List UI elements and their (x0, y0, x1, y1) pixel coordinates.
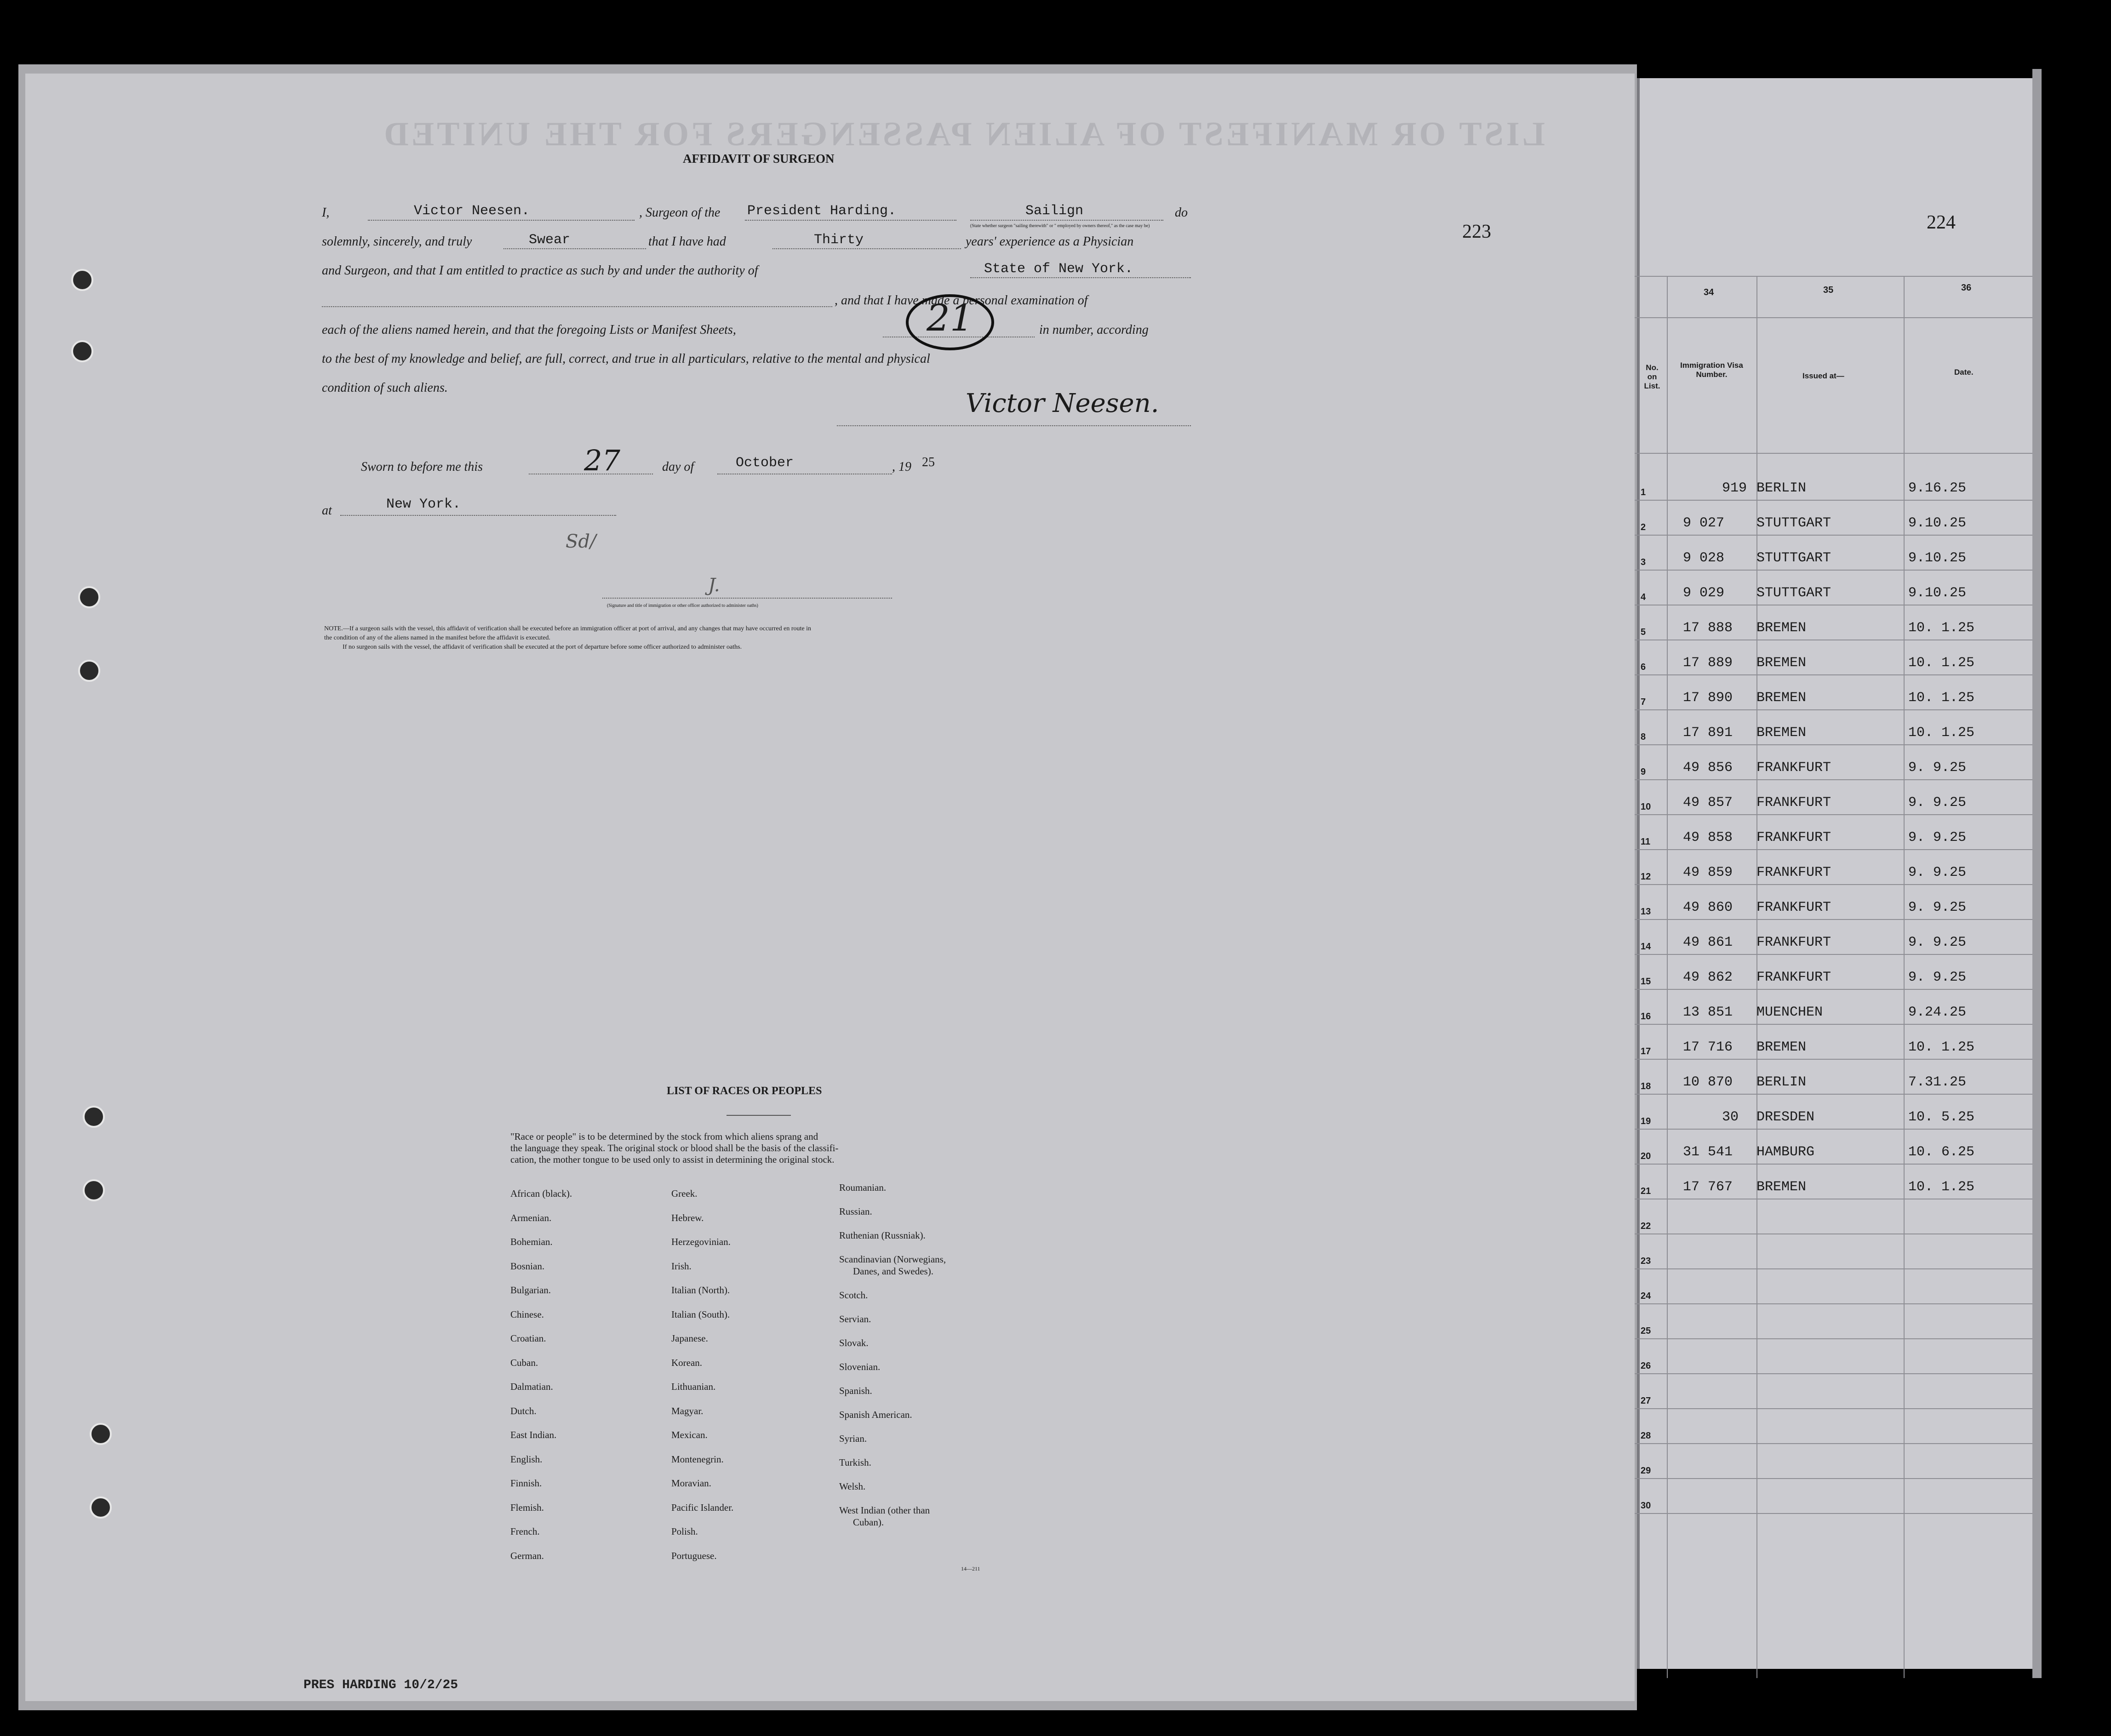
years-line (772, 248, 961, 249)
row-number: 10 (1641, 802, 1651, 812)
visa-number: 17 888 (1683, 620, 1733, 636)
row-number: 13 (1641, 907, 1651, 917)
page-edge (2032, 69, 2042, 1678)
issue-date: 10. 1.25 (1908, 655, 1975, 671)
binder-hole-icon (83, 1179, 105, 1201)
oath-line (503, 248, 646, 249)
aliens-label: each of the aliens named herein, and that the foregoing Lists or Manifest Sheets, (322, 323, 736, 337)
issued-at-city: BREMEN (1756, 1179, 1807, 1195)
issue-date: 10. 5.25 (1908, 1109, 1975, 1125)
issued-at-city: FRANKFURT (1756, 970, 1831, 985)
row-number: 16 (1641, 1011, 1651, 1022)
race-item: African (black). (510, 1188, 572, 1199)
race-item: Cuban). (853, 1517, 884, 1528)
table-row-rule (1635, 1233, 2032, 1234)
table-row-rule (1635, 954, 2032, 955)
examination-label: , and that I have made a personal examination of (835, 293, 1088, 308)
status-note: (State whether surgeon "sailing therewith" or " employed by owners thereof," as the case may be) (970, 223, 1150, 228)
race-item: Ruthenian (Russniak). (839, 1230, 926, 1241)
issue-date: 9.10.25 (1908, 515, 1967, 531)
table-column-rule (1904, 276, 1905, 1678)
row-number: 19 (1641, 1116, 1651, 1126)
race-item: Roumanian. (839, 1182, 887, 1193)
knowledge-label: to the best of my knowledge and belief, are full, correct, and true in all particulars, relative to the mental and physical (322, 352, 930, 366)
races-column-1 (510, 1182, 572, 1568)
issued-at-city: BREMEN (1756, 690, 1807, 706)
race-item: Servian. (839, 1313, 871, 1325)
sworn-month: October (736, 455, 794, 471)
left-manifest-page (25, 74, 1635, 1701)
visa-number: 31 541 (1683, 1144, 1733, 1160)
table-rule (1635, 317, 2032, 318)
row-number: 23 (1641, 1256, 1651, 1266)
races-column-2 (671, 1182, 733, 1568)
visa-number: 17 891 (1683, 725, 1733, 741)
row-number: 30 (1641, 1501, 1651, 1511)
table-row-rule (1635, 1024, 2032, 1025)
row-number: 11 (1641, 837, 1651, 847)
table-row-rule (1635, 709, 2032, 710)
race-item: Slovenian. (839, 1361, 881, 1372)
in-number-label: in number, according (1039, 323, 1149, 337)
officer-initials: J. (708, 575, 720, 596)
visa-number: 17 716 (1683, 1039, 1733, 1055)
officer-signature-line (602, 598, 892, 599)
officer-caption: (Signature and title of immigration or other officer authorized to administer oaths) (607, 603, 758, 608)
header-date: Date. (1954, 368, 1974, 377)
binder-hole-icon (83, 1106, 105, 1128)
row-number: 28 (1641, 1431, 1651, 1441)
table-row-rule (1635, 1303, 2032, 1304)
races-column-3 (839, 1182, 946, 1528)
issue-date: 10. 1.25 (1908, 690, 1975, 706)
table-row-rule (1635, 500, 2032, 501)
race-item: French. (510, 1526, 540, 1537)
authority-label: and Surgeon, and that I am entitled to practice as such by and under the authority of (322, 263, 758, 278)
visa-number: 10 870 (1683, 1074, 1733, 1090)
race-item: Spanish American. (839, 1409, 912, 1420)
race-item: Moravian. (671, 1478, 711, 1489)
row-number: 7 (1641, 697, 1646, 707)
solemnly-label: solemnly, sincerely, and truly (322, 234, 472, 249)
table-row-rule (1635, 1373, 2032, 1374)
race-item: Spanish. (839, 1385, 872, 1396)
race-item: Pacific Islander. (671, 1502, 734, 1513)
issued-at-city: STUTTGART (1756, 550, 1831, 566)
at-label: at (322, 503, 332, 518)
issued-at-city: FRANKFURT (1756, 760, 1831, 776)
visa-number: 9 027 (1683, 515, 1725, 531)
race-item: Bulgarian. (510, 1285, 551, 1296)
affidavit-title: AFFIDAVIT OF SURGEON (683, 152, 835, 166)
blank-line (322, 306, 832, 307)
race-item: Magyar. (671, 1405, 704, 1416)
issued-at-city: FRANKFURT (1756, 865, 1831, 880)
visa-number: 49 859 (1683, 865, 1733, 880)
race-item: Portuguese. (671, 1550, 717, 1561)
years-label: years' experience as a Physician (966, 234, 1134, 249)
surgeon-signature: Victor Neesen. (966, 388, 1159, 418)
issue-date: 9. 9.25 (1908, 795, 1967, 811)
footer-stamp: PRES HARDING 10/2/25 (303, 1678, 458, 1692)
issue-date: 9. 9.25 (1908, 830, 1967, 845)
table-rule (1635, 276, 2032, 277)
row-number: 5 (1641, 627, 1646, 637)
issued-at-city: FRANKFURT (1756, 830, 1831, 845)
issue-date: 10. 1.25 (1908, 1179, 1975, 1195)
officer-stamp: Sd/ (566, 531, 596, 552)
race-item: Danes, and Swedes). (853, 1266, 933, 1277)
issued-at-city: MUENCHEN (1756, 1005, 1823, 1020)
surgeon-name: Victor Neesen. (414, 203, 530, 219)
header-visa-number: Immigration Visa Number. (1680, 361, 1743, 379)
races-divider (727, 1115, 791, 1116)
binder-hole-icon (71, 269, 93, 291)
table-row-rule (1635, 1059, 2032, 1060)
race-item: Bohemian. (510, 1236, 553, 1247)
row-number: 25 (1641, 1326, 1651, 1336)
header-no-on-list: No. on List. (1644, 363, 1660, 390)
authority: State of New York. (984, 261, 1133, 277)
row-number: 17 (1641, 1046, 1651, 1056)
oath-type: Swear (529, 232, 571, 248)
binder-hole-icon (90, 1496, 112, 1519)
vessel-line (745, 220, 956, 221)
table-row-rule (1635, 814, 2032, 815)
sworn-place: New York. (386, 497, 461, 512)
race-item: Lithuanian. (671, 1381, 716, 1392)
race-item: Dalmatian. (510, 1381, 553, 1392)
do-label: do (1175, 206, 1188, 220)
page-number-right: 224 (1927, 212, 1956, 233)
race-item: Montenegrin. (671, 1453, 724, 1465)
race-item: Cuban. (510, 1357, 538, 1368)
race-item: Scandinavian (Norwegians, (839, 1254, 946, 1265)
visa-number: 49 862 (1683, 970, 1733, 985)
table-row-rule (1635, 1478, 2032, 1479)
race-item: Polish. (671, 1526, 698, 1537)
issued-at-city: DRESDEN (1756, 1109, 1815, 1125)
row-number: 20 (1641, 1151, 1651, 1161)
table-row-rule (1635, 1338, 2032, 1339)
issue-date: 7.31.25 (1908, 1074, 1967, 1090)
table-row-rule (1635, 1164, 2032, 1165)
year-prefix: , 19 (892, 460, 911, 474)
condition-label: condition of such aliens. (322, 381, 448, 395)
issued-at-city: FRANKFURT (1756, 795, 1831, 811)
issue-date: 10. 6.25 (1908, 1144, 1975, 1160)
visa-number: 49 861 (1683, 935, 1733, 950)
sworn-day: 27 (584, 444, 620, 477)
row-number: 2 (1641, 522, 1646, 532)
vessel-name: President Harding. (747, 203, 897, 219)
race-item: Scotch. (839, 1290, 868, 1301)
status-line (970, 220, 1163, 221)
visa-number: 919 (1722, 480, 1747, 496)
visa-number: 49 858 (1683, 830, 1733, 845)
table-row-rule (1635, 884, 2032, 885)
binder-hole-icon (90, 1423, 112, 1445)
row-number: 24 (1641, 1291, 1651, 1301)
row-number: 22 (1641, 1221, 1651, 1231)
issue-date: 9. 9.25 (1908, 865, 1967, 880)
issue-date: 9.10.25 (1908, 585, 1967, 601)
race-item: Croatian. (510, 1333, 546, 1344)
race-item: Bosnian. (510, 1260, 545, 1272)
races-intro-1: "Race or people" is to be determined by the stock from which aliens sprang and (510, 1131, 818, 1142)
visa-number: 49 856 (1683, 760, 1733, 776)
issued-at-city: BREMEN (1756, 1039, 1807, 1055)
day-of-label: day of (662, 460, 694, 474)
issued-at-city: STUTTGART (1756, 515, 1831, 531)
note-line-3: If no surgeon sails with the vessel, the affidavit of verification shall be executed at the port of departure before some officer authorized to administer oaths. (343, 644, 742, 651)
row-number: 9 (1641, 767, 1646, 777)
that-i-have-label: that I have had (648, 234, 726, 249)
table-row-rule (1635, 919, 2032, 920)
table-row-rule (1635, 1268, 2032, 1269)
issued-at-city: FRANKFURT (1756, 935, 1831, 950)
year-suffix: 25 (922, 455, 935, 469)
years-experience: Thirty (814, 232, 864, 248)
race-item: Armenian. (510, 1212, 552, 1223)
visa-number: 30 (1722, 1109, 1739, 1125)
race-item: Mexican. (671, 1429, 708, 1440)
table-column-rule (1667, 276, 1668, 1678)
issued-at-city: STUTTGART (1756, 585, 1831, 601)
race-item: Welsh. (839, 1481, 866, 1492)
binder-hole-icon (78, 660, 100, 682)
visa-number: 9 028 (1683, 550, 1725, 566)
binder-hole-icon (71, 340, 93, 362)
issue-date: 9.24.25 (1908, 1005, 1967, 1020)
row-number: 18 (1641, 1081, 1651, 1091)
row-number: 4 (1641, 592, 1646, 602)
form-number: 14—211 (961, 1565, 980, 1572)
issued-at-city: BREMEN (1756, 620, 1807, 636)
table-row-rule (1635, 744, 2032, 745)
table-rule (1635, 453, 2032, 454)
row-number: 27 (1641, 1396, 1651, 1406)
note-line-1: NOTE.—If a surgeon sails with the vessel, this affidavit of verification shall be executed before an immigration officer at port of arrival, and any changes that may have occurred en route in (324, 625, 811, 632)
race-item: Chinese. (510, 1308, 544, 1320)
issue-date: 9.16.25 (1908, 480, 1967, 496)
column-number: 34 (1704, 287, 1714, 297)
row-number: 21 (1641, 1186, 1651, 1196)
affidavit-i-label: I, (322, 206, 330, 220)
sworn-label: Sworn to before me this (361, 460, 483, 474)
issued-at-city: BERLIN (1756, 480, 1807, 496)
race-item: Finnish. (510, 1478, 542, 1489)
row-number: 8 (1641, 732, 1646, 742)
issue-date: 10. 1.25 (1908, 620, 1975, 636)
race-item: Syrian. (839, 1433, 867, 1444)
visa-number: 49 857 (1683, 795, 1733, 811)
races-intro-3: cation, the mother tongue to be used only to assist in determining the original stock. (510, 1154, 835, 1165)
issued-at-city: BERLIN (1756, 1074, 1807, 1090)
surgeon-of-label: , Surgeon of the (639, 206, 721, 220)
issued-at-city: HAMBURG (1756, 1144, 1815, 1160)
binder-hole-icon (78, 586, 100, 608)
race-item: Korean. (671, 1357, 703, 1368)
surgeon-name-line (368, 220, 635, 221)
races-intro-2: the language they speak. The original stock or blood shall be the basis of the classifi- (510, 1142, 839, 1154)
place-line (340, 515, 616, 516)
row-number: 1 (1641, 487, 1646, 497)
row-number: 26 (1641, 1361, 1651, 1371)
visa-number: 13 851 (1683, 1005, 1733, 1020)
race-item: Hebrew. (671, 1212, 704, 1223)
visa-number: 17 767 (1683, 1179, 1733, 1195)
races-title: LIST OF RACES OR PEOPLES (667, 1085, 822, 1097)
issue-date: 9. 9.25 (1908, 970, 1967, 985)
race-item: Dutch. (510, 1405, 537, 1416)
column-number: 35 (1823, 285, 1834, 295)
column-number: 36 (1961, 283, 1972, 293)
race-item: Italian (North). (671, 1285, 730, 1296)
issue-date: 9. 9.25 (1908, 760, 1967, 776)
race-item: Japanese. (671, 1333, 708, 1344)
issue-date: 9. 9.25 (1908, 900, 1967, 915)
row-number: 15 (1641, 976, 1651, 987)
table-row-rule (1635, 674, 2032, 675)
row-number: 14 (1641, 942, 1651, 952)
row-number: 6 (1641, 662, 1646, 672)
header-issued-at: Issued at— (1802, 371, 1844, 380)
visa-number: 49 860 (1683, 900, 1733, 915)
table-row-rule (1635, 1408, 2032, 1409)
issue-date: 10. 1.25 (1908, 725, 1975, 741)
page-number-left: 223 (1462, 221, 1491, 242)
race-item: Irish. (671, 1260, 692, 1272)
authority-line (970, 277, 1191, 278)
issue-date: 9.10.25 (1908, 550, 1967, 566)
race-item: Slovak. (839, 1337, 869, 1348)
table-row-rule (1635, 849, 2032, 850)
issued-at-city: BREMEN (1756, 655, 1807, 671)
race-item: Herzegovinian. (671, 1236, 731, 1247)
race-item: English. (510, 1453, 543, 1465)
row-number: 29 (1641, 1466, 1651, 1476)
issued-at-city: BREMEN (1756, 725, 1807, 741)
row-number: 12 (1641, 872, 1651, 882)
race-item: West Indian (other than (839, 1505, 930, 1516)
visa-number: 17 889 (1683, 655, 1733, 671)
table-row-rule (1635, 1513, 2032, 1514)
race-item: Italian (South). (671, 1308, 730, 1320)
race-item: East Indian. (510, 1429, 557, 1440)
surgeon-status: Sailign (1025, 203, 1084, 219)
visa-number: 17 890 (1683, 690, 1733, 706)
race-item: Russian. (839, 1206, 872, 1217)
table-row-rule (1635, 1129, 2032, 1130)
issued-at-city: FRANKFURT (1756, 900, 1831, 915)
row-number: 3 (1641, 557, 1646, 567)
issue-date: 9. 9.25 (1908, 935, 1967, 950)
race-item: Flemish. (510, 1502, 544, 1513)
table-row-rule (1635, 1094, 2032, 1095)
note-line-2: the condition of any of the aliens named in the manifest before the affidavit is executed. (324, 634, 550, 641)
table-row-rule (1635, 989, 2032, 990)
race-item: German. (510, 1550, 544, 1561)
table-row-rule (1635, 570, 2032, 571)
sheets-count: 21 (927, 297, 973, 339)
race-item: Greek. (671, 1188, 698, 1199)
race-item: Turkish. (839, 1457, 871, 1468)
bleed-through-header: LIST OR MANIFEST OF ALIEN PASSENGERS FOR THE UNITED (381, 115, 1545, 153)
visa-number: 9 029 (1683, 585, 1725, 601)
table-row-rule (1635, 1443, 2032, 1444)
issue-date: 10. 1.25 (1908, 1039, 1975, 1055)
signature-line (837, 425, 1191, 426)
table-row-rule (1635, 535, 2032, 536)
table-row-rule (1635, 779, 2032, 780)
